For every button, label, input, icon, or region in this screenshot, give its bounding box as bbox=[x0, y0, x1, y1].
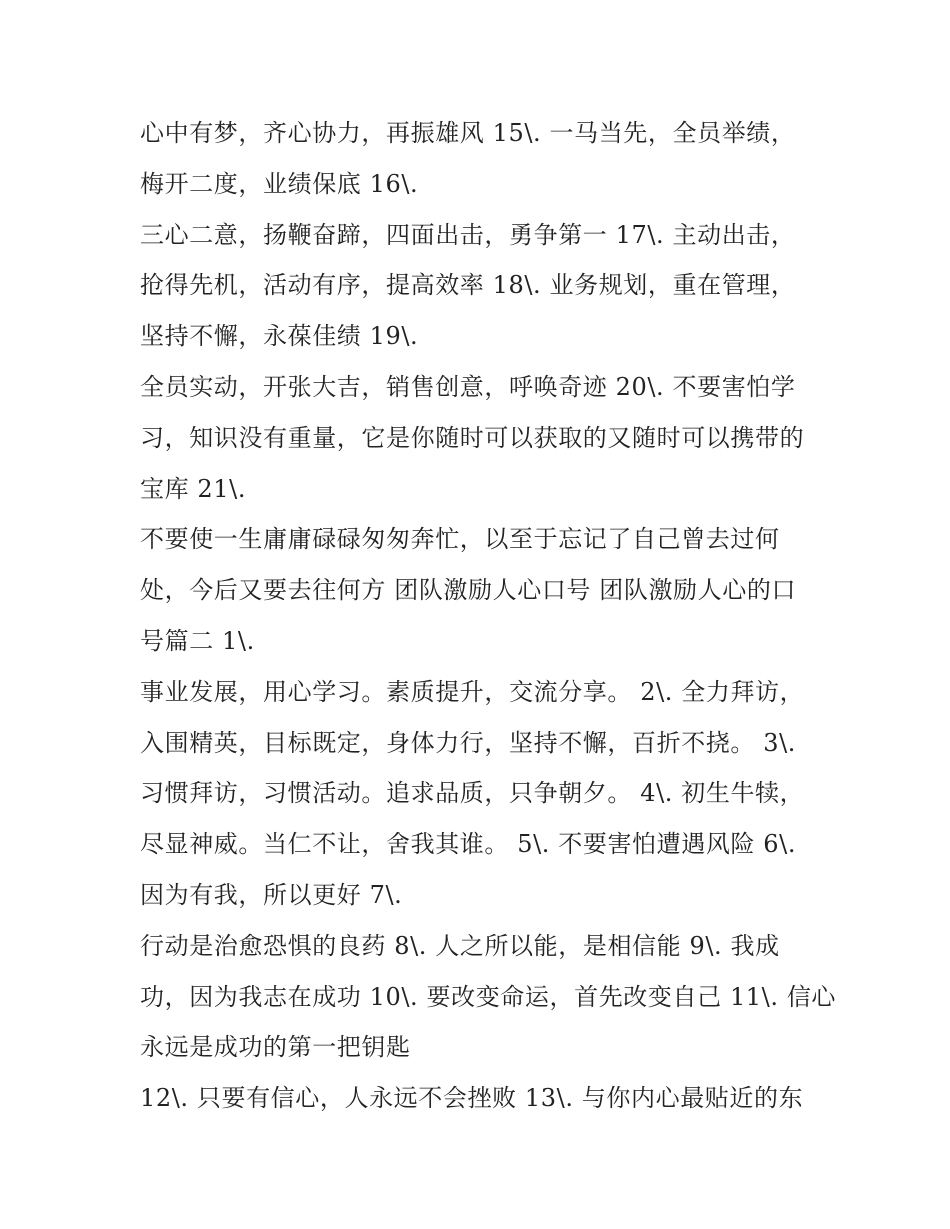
text-line: 三心二意，扬鞭奋蹄，四面出击，勇争第一 17\. 主动出击， bbox=[140, 220, 796, 249]
document-body bbox=[140, 108, 837, 1124]
text-line: 不要使一生庸庸碌碌匆匆奔忙，以至于忘记了自己曾去过何 bbox=[140, 525, 780, 554]
text-line: 事业发展，用心学习。素质提升，交流分享。 2\. 全力拜访， bbox=[140, 677, 805, 706]
text-line: 处，今后又要去往何方 团队激励人心口号 团队激励人心的口 bbox=[140, 576, 797, 605]
text-line: 宝库 21\. bbox=[140, 474, 247, 503]
text-line: 功，因为我志在成功 10\. 要改变命运，首先改变自己 11\. 信心 bbox=[140, 982, 837, 1011]
text-line: 12\. 只要有信心，人永远不会挫败 13\. 与你内心最贴近的东 bbox=[140, 1084, 804, 1113]
text-line: 全员实动，开张大吉，销售创意，呼唤奇迹 20\. 不要害怕学 bbox=[140, 372, 796, 401]
text-line: 行动是治愈恐惧的良药 8\. 人之所以能，是相信能 9\. 我成 bbox=[140, 931, 780, 960]
text-line: 入围精英，目标既定，身体力行，坚持不懈，百折不挠。 3\. bbox=[140, 728, 797, 757]
text-line: 尽显神威。当仁不让，舍我其谁。 5\. 不要害怕遭遇风险 6\. bbox=[140, 830, 797, 859]
text-line: 因为有我，所以更好 7\. bbox=[140, 880, 403, 909]
text-line: 永远是成功的第一把钥匙 bbox=[140, 1033, 411, 1062]
text-line: 抢得先机，活动有序，提高效率 18\. 业务规划，重在管理， bbox=[140, 271, 796, 300]
text-line: 心中有梦，齐心协力，再振雄风 15\. 一马当先，全员举绩， bbox=[140, 119, 796, 147]
text-line: 习惯拜访，习惯活动。追求品质，只争朝夕。 4\. 初生牛犊， bbox=[140, 779, 805, 808]
text-line: 习，知识没有重量，它是你随时可以获取的又随时可以携带的 bbox=[140, 423, 805, 452]
text-line: 梅开二度，业绩保底 16\. bbox=[140, 169, 419, 198]
text-line: 坚持不懈，永葆佳绩 19\. bbox=[140, 322, 419, 351]
text-line: 号篇二 1\. bbox=[140, 626, 255, 655]
